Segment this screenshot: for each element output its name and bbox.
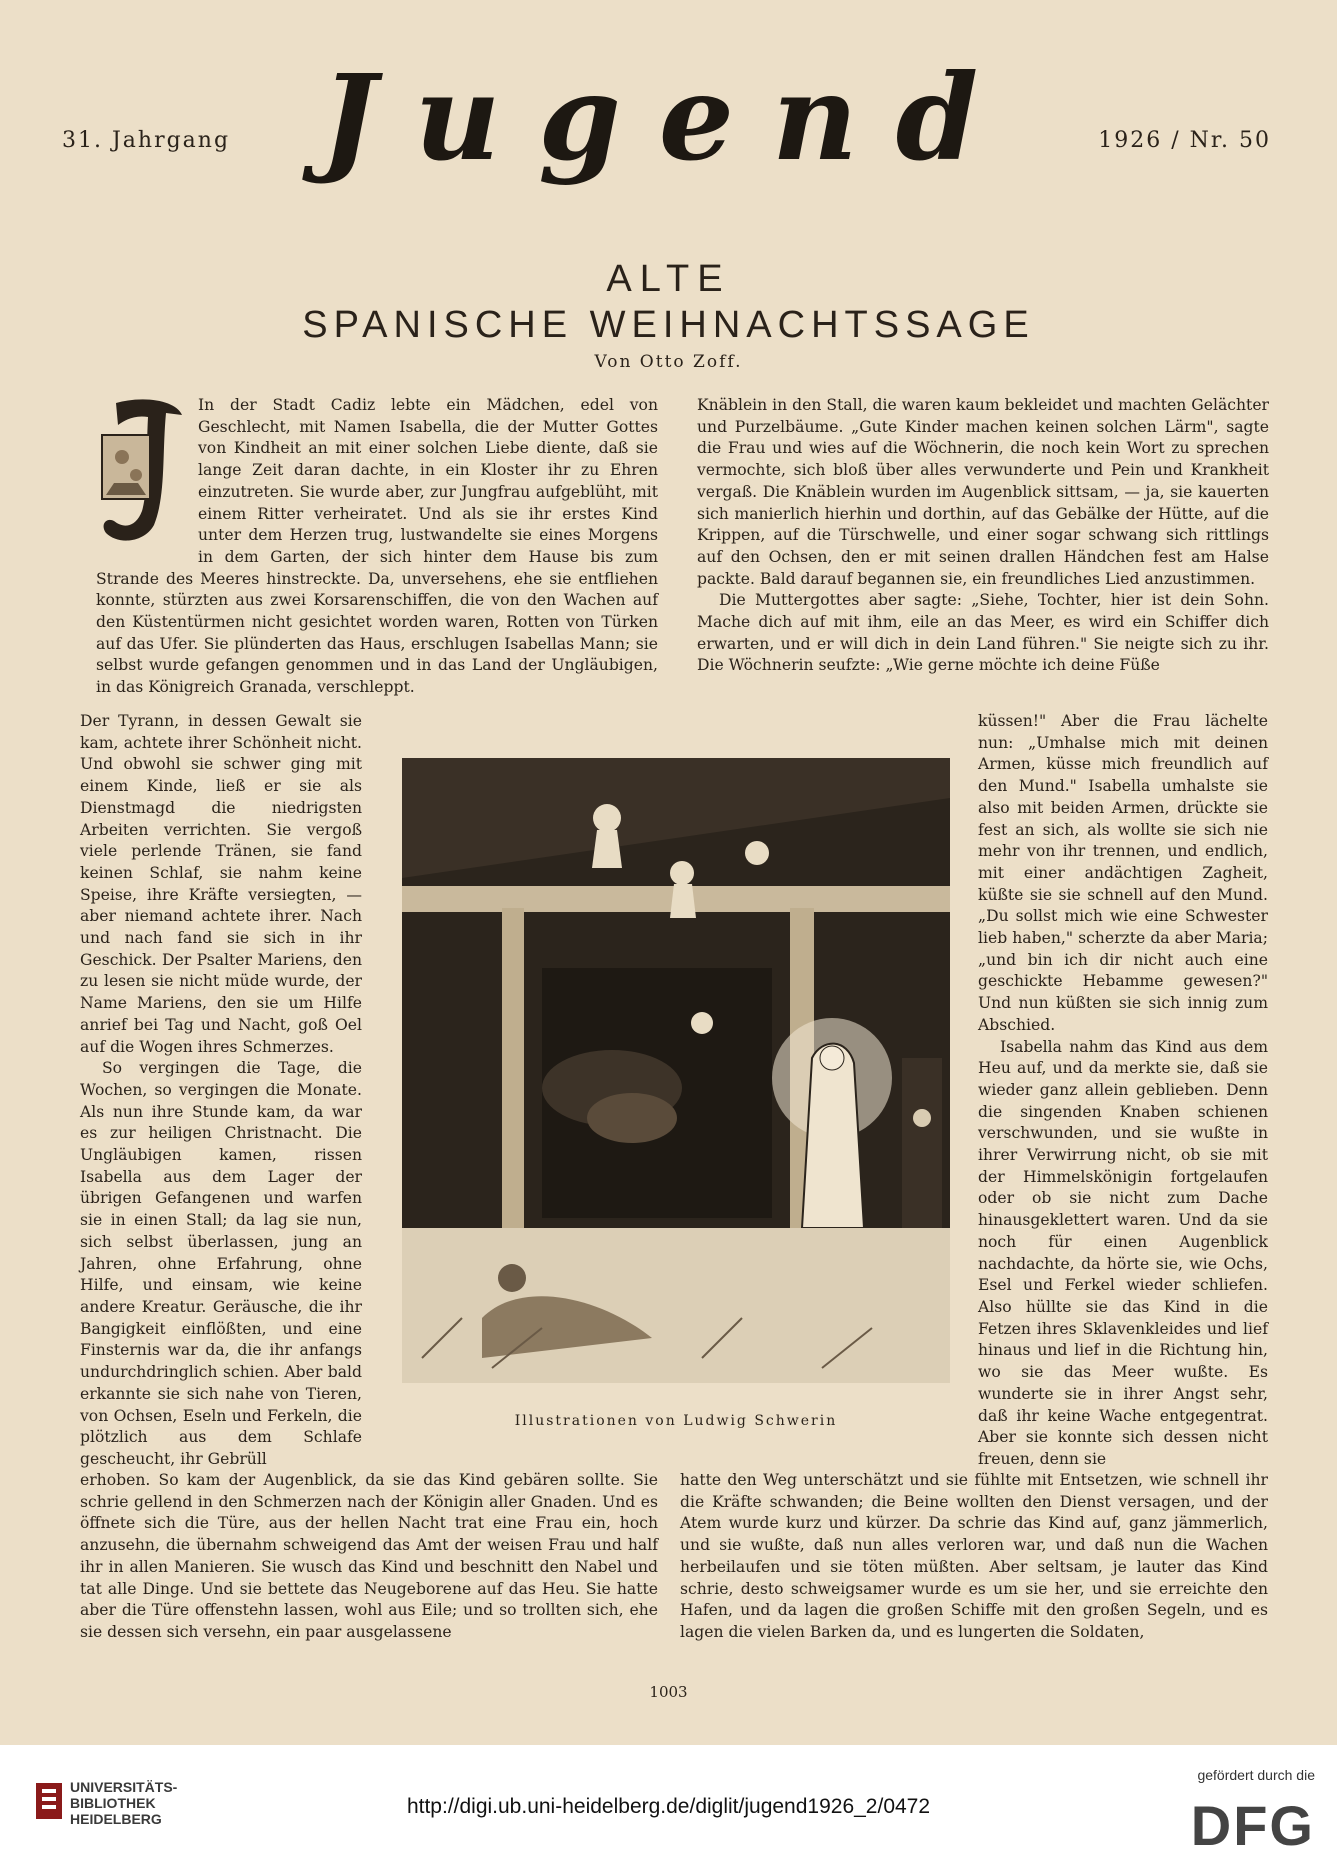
article-byline: Von Otto Zoff. [594,352,743,372]
column-2-bottom [680,1470,1268,1644]
paragraph: Der Tyrann, in dessen Gewalt sie kam, achtete ihrer Schönheit nicht. Und obwohl sie schwer ging mit einem Kinde, ließ er sie als Dienstmagd die niedrigsten Arbeiten verrichten. Sie vergoß viele perlende Tränen, sie fand keinen Schlaf, sie nahm keine Speise, ihre Kräfte versiegten, — aber niemand achtete ihrer. Nach und nach fand sie sich in ihr Geschick. Der Psalter Mariens, den zu lesen sie nicht müde wurde, der Name Mariens, den sie um Hilfe anrief bei Tag und Nacht, goß Oel auf die Wogen ihres Schmerzes. [80,712,362,1056]
column-2-middle [978,711,1268,1471]
paragraph: In der Stadt Cadiz lebte ein Mädchen, edel von Geschlecht, mit Namen Isabella, die der Mutter Gottes von Kindheit an mit einer solchen Liebe diente, daß sie lange Zeit daran dachte, in ein Kloster ihr zu Ehren einzutreten. Sie wurde aber, zur Jungfrau aufgeblüht, mit einem Ritter verheiratet. Und als sie ihr erstes Kind unter dem Herzen trug, lustwandelte sie eines Morgens in dem Garten, der sich hinter dem Hause bis zum Strande des Meeres hinstreckte. Da, unversehens, ehe sie entfliehen konnte, stürzten aus zwei Korsarenschiffen, die von den Wachen auf den Küstentürmen nicht gesichtet worden waren, Rotten von Türken auf das Ufer. Sie plünderten das Haus, erschlugen Isabellas Mann; sie selbst wurde gefangen genommen und in das Land der Ungläubigen, in das Königreich Granada, verschleppt. [96,396,658,697]
issue-label: 1926 / Nr. 50 [1098,128,1271,153]
paragraph: küssen!" Aber die Frau lächelte nun: „Umhalse mich mit deinen Armen, küsse mich freundlich auf den Mund." Isabella umhalste sie also mit beiden Armen, drückte sie fest an sich, als wollte sie sich nie mehr von ihr trennen, und endlich, mit einer andächtigen Zagheit, küßte sie sie schnell auf den Mund. „Du sollst mich wie eine Schwester lieb haben," scherzte da aber Maria; „und bin ich dir nicht auch eine geschickte Hebamme gewesen?" Und nun küßten sie sich innig zum Abschied. [978,712,1268,1034]
paragraph: So vergingen die Tage, die Wochen, so vergingen die Monate. Als nun ihre Stunde kam, da war es zur heiligen Christnacht. Die Ungläubigen kamen, rissen Isabella aus dem Lager der übrigen Gefangenen und warfen sie in einen Stall; da lag sie nun, sich selbst überlassen, jung an Jahren, ohne Erfahrung, ohne Hilfe, und einsam, wie keine andere Kreatur. Geräusche, die ihr Bangigkeit einflößten, und eine Finsternis war da, die ihr anfangs undurchdringlich schien. Aber bald erkannte sie sich nahe von Tieren, von Ochsen, Eseln und Ferkeln, die plötzlich aus dem Schlafe gescheucht, ihr Gebrüll [80,1059,362,1468]
paragraph: Die Muttergottes aber sagte: „Siehe, Tochter, hier ist dein Sohn. Mache dich auf mit ihm, eile an das Meer, es wird ein Schiffer dich erwarten, und er will dich in dein Land führen." Sie neigte sich zu ihr. Die Wöchnerin seufzte: „Wie gerne möchte ich deine Füße [697,591,1269,675]
column-1-bottom [80,1470,658,1644]
drop-cap-illustration [96,395,188,545]
dfg-logo: DFG [1190,1794,1315,1857]
paragraph: Isabella nahm das Kind aus dem Heu auf, und da merkte sie, daß sie wieder ganz allein geblieben. Denn die singenden Knaben schienen verschwunden, und sie wußte in ihrer Verwirrung nicht, ob sie mit der Himmelskönigin fortgelaufen oder ob sie nicht zum Dache hinausgeklettert waren. Und da sie noch für einen Augenblick nachdachte, da hörte sie, wie Ochs, Esel und Ferkel wieder schliefen. Also hüllte sie das Kind in die Fetzen ihres Sklavenkleides und lief hinaus und lief in die Richtung hin, wo sie das Meer wußte. Es wunderte sie in ihrer Angst sehr, daß ihr keine Wache entgegentrat. Aber sie konnte sich dessen nicht freuen, denn sie [978,1037,1268,1468]
library-name-line: BIBLIOTHEK [70,1795,156,1811]
library-name-line: UNIVERSITÄTS- [70,1779,178,1795]
paragraph: Knäblein in den Stall, die waren kaum bekleidet und machten Gelächter und Purzelbäume. „Gute Kinder machen keinen solchen Lärm", sagte die Frau und wies auf die Wöchnerin, die noch kein Wort zu sprechen vermochte, sich bloß über alles verwunderte und Pein und Krankheit vergaß. Die Knäblein wurden im Augenblick sittsam, — ja, sie kauerten sich manierlich hierhin und dorthin, auf das Gebälke der Hütte, auf die Krippen, auf die Türschwelle, und einer sogar schwang sich rittlings auf den Ochsen, den er mit seinen drallen Händchen fest am Halse packte. Bald darauf begannen sie, ein freundliches Lied anzustimmen. [697,396,1269,588]
page-number: 1003 [649,1683,688,1701]
library-name-line: HEIDELBERG [70,1811,162,1827]
source-url-link[interactable]: http://digi.ub.uni-heidelberg.de/diglit/jugend1926_2/0472 [406,1795,931,1818]
volume-label: 31. Jahrgang [62,128,231,153]
magazine-title: Jugend [320,48,1017,187]
paragraph: hatte den Weg unterschätzt und sie fühlte mit Entsetzen, wie schnell ihr die Kräfte schwanden; die Beine wollten den Dienst versagen, und der Atem wurde kurz und kürzer. Da schrie das Kind auf, ganz jämmerlich, und sie wußte, daß nun alles verloren war, und daß nun die Wachen herbeilaufen und sie töten müßten. Aber seltsam, je lauter das Kind schrie, desto schweigsamer wurde es um sie her, und sie erreichte den Hafen, und da lagen die großen Schiffe mit den großen Segeln, und es lagen die vielen Barken da, und es lungerten die Soldaten, [680,1471,1268,1641]
article-title-line2: SPANISCHE WEIHNACHTSSAGE [302,304,1035,346]
column-1-top [96,395,658,699]
article-title-line1: ALTE [606,258,731,300]
funder-label: gefördert durch die [1197,1767,1315,1783]
column-2-top [697,395,1269,677]
paragraph: erhoben. So kam der Augenblick, da sie das Kind gebären sollte. Sie schrie gellend in den Schmerzen nach der Königin aller Gnaden. Und es öffnete sich die Türe, aus der hellen Nacht trat eine Frau ein, hoch anzusehn, die übernahm schweigend das Amt der weisen Frau und half ihr in allen Manieren. Sie wusch das Kind und beschnitt den Nabel und tat alle Dinge. Und sie bettete das Neugeborene auf das Heu. Sie hatte aber die Türe offenstehn lassen, wohl aus Eile; und so trollten sich, ehe sie dessen sich versehn, ein paar ausgelassene [80,1471,658,1641]
illustration-caption: Illustrationen von Ludwig Schwerin [514,1413,838,1429]
nativity-illustration [402,758,950,1383]
column-1-middle [80,711,362,1471]
footer-bar [0,1745,1337,1874]
